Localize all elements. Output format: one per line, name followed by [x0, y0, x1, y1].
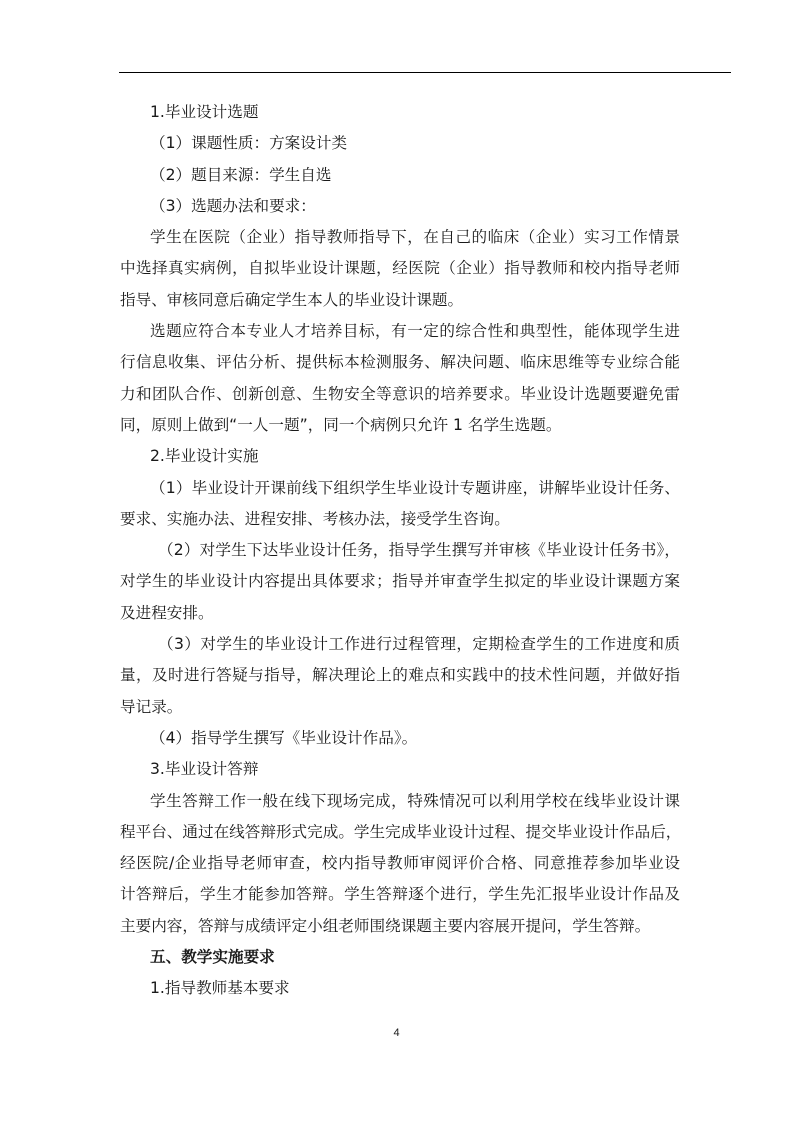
paragraph-line: 1.毕业设计选题: [150, 103, 259, 121]
paragraph-line: （1）毕业设计开课前线下组织学生毕业设计专题讲座，讲解毕业设计任务、: [150, 478, 680, 497]
paragraph-line: 3.毕业设计答辩: [150, 760, 259, 779]
paragraph-line: 程平台、通过在线答辩形式完成。学生完成毕业设计过程、提交毕业设计作品后，: [120, 822, 682, 841]
page-number: 4: [393, 1027, 400, 1039]
paragraph-line: （4）指导学生撰写《毕业设计作品》。: [150, 728, 418, 747]
paragraph-line: 要求、实施办法、进程安排、考核办法，接受学生咨询。: [120, 509, 510, 528]
paragraph-line: 学生在医院（企业）指导教师指导下，在自己的临床（企业）实习工作情景: [150, 228, 680, 247]
paragraph-line: （3）对学生的毕业设计工作进行过程管理，定期检查学生的工作进度和质: [158, 635, 680, 654]
paragraph-line: 力和团队合作、创新创意、生物安全等意识的培养要求。毕业设计选题要避免雷: [120, 384, 680, 403]
paragraph-line: 主要内容，答辩与成绩评定小组老师围绕课题主要内容展开提问，学生答辩。: [120, 916, 651, 935]
paragraph-line: 行信息收集、评估分析、提供标本检测服务、解决问题、临床思维等专业综合能: [120, 353, 680, 372]
paragraph-line: 选题应符合本专业人才培养目标，有一定的综合性和典型性，能体现学生进: [150, 322, 680, 341]
paragraph-line: 学生答辩工作一般在线下现场完成，特殊情况可以利用学校在线毕业设计课: [150, 791, 680, 810]
header-rule: [119, 72, 731, 73]
paragraph-line: 中选择真实病例，自拟毕业设计课题，经医院（企业）指导教师和校内指导老师: [120, 259, 680, 278]
paragraph-line: 经医院/企业指导老师审查，校内指导教师审阅评价合格、同意推荐参加毕业设: [120, 854, 680, 873]
paragraph-line: 量，及时进行答疑与指导，解决理论上的难点和实践中的技术性问题，并做好指: [120, 666, 680, 685]
paragraph-line: 1.指导教师基本要求: [150, 979, 290, 998]
paragraph-line: 导记录。: [120, 697, 183, 716]
paragraph-line: 对学生的毕业设计内容提出具体要求；指导并审查学生拟定的毕业设计课题方案: [120, 572, 680, 591]
paragraph-line: 及进程安排。: [120, 603, 214, 622]
section-heading: 五、教学实施要求: [150, 948, 275, 967]
paragraph-line: 同，原则上做到“一人一题”，同一个病例只允许 1 名学生选题。: [120, 415, 562, 434]
paragraph-line: （3）选题办法和要求：: [150, 196, 316, 215]
paragraph-line: （2）对学生下达毕业设计任务，指导学生撰写并审核《毕业设计任务书》，: [158, 541, 680, 560]
document-body: [120, 97, 680, 1005]
paragraph-line: 计答辩后，学生才能参加答辩。学生答辩逐个进行，学生先汇报毕业设计作品及: [120, 885, 680, 904]
paragraph-line: 2.毕业设计实施: [150, 447, 259, 466]
paragraph-line: （1）课题性质：方案设计类: [150, 134, 348, 153]
paragraph-line: （2）题目来源：学生自选: [150, 165, 332, 184]
paragraph-line: 指导、审核同意后确定学生本人的毕业设计课题。: [120, 290, 464, 309]
